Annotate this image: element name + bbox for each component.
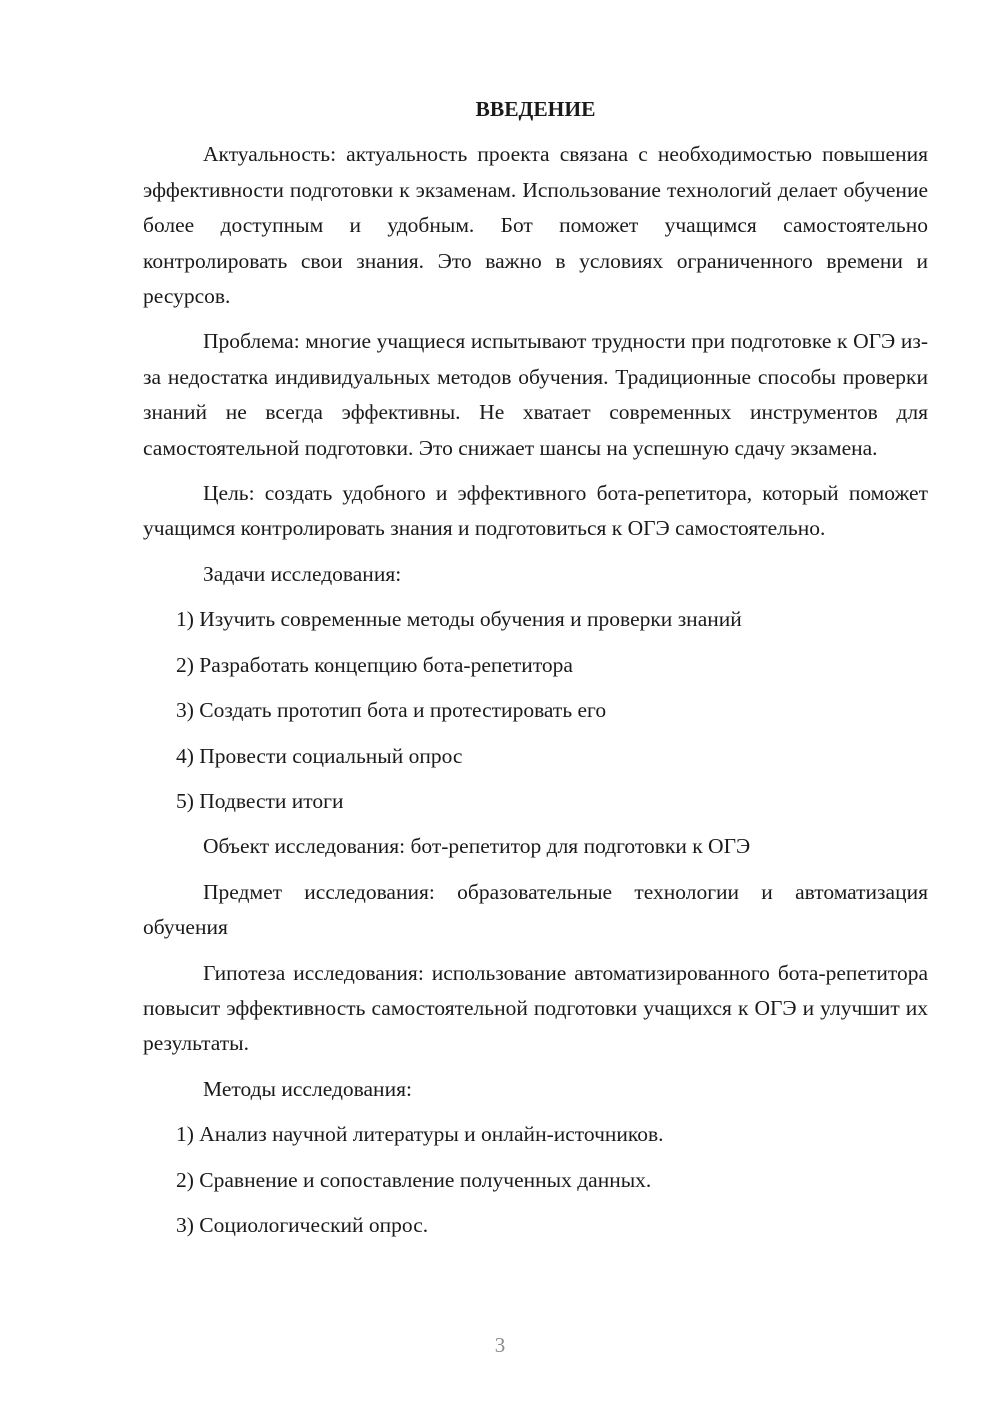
list-item: 1) Анализ научной литературы и онлайн-источников. <box>176 1122 664 1147</box>
list-item: 3) Создать прототип бота и протестировать его <box>176 698 607 723</box>
relevance-paragraph: Актуальность: актуальность проекта связана с необходимостью повышения эффективности подготовки к экзаменам. Использование технологий делает обучение более доступным и удобным. Бот поможет учащимся самостоятельно контролировать свои знания. Это важно в условиях ограниченного времени и ресурсов. <box>143 142 928 309</box>
document-page <box>143 92 928 1253</box>
list-item: 3) Социологический опрос. <box>176 1212 429 1237</box>
list-item: 4) Провести социальный опрос <box>176 743 463 768</box>
section-title: ВВЕДЕНИЕ <box>475 97 596 121</box>
tasks-list <box>143 602 928 819</box>
list-item: 2) Разработать концепцию бота-репетитора <box>176 652 573 677</box>
list-item: 1) Изучить современные методы обучения и проверки знаний <box>176 607 742 632</box>
subject-paragraph: Предмет исследования: образовательные технологии и автоматизация обучения <box>143 879 928 940</box>
tasks-label: Задачи исследования: <box>203 561 402 586</box>
list-item: 5) Подвести итоги <box>176 788 344 813</box>
hypothesis-paragraph: Гипотеза исследования: использование автоматизированного бота-репетитора повысит эффективность самостоятельной подготовки учащихся к ОГЭ и улучшит их результаты. <box>143 960 928 1056</box>
methods-label: Методы исследования: <box>203 1076 412 1101</box>
page-number: 3 <box>494 1333 506 1357</box>
object-line: Объект исследования: бот-репетитор для подготовки к ОГЭ <box>203 834 751 859</box>
list-item: 2) Сравнение и сопоставление полученных данных. <box>176 1167 652 1192</box>
goal-paragraph: Цель: создать удобного и эффективного бота-репетитора, который поможет учащимся контролировать знания и подготовиться к ОГЭ самостоятельно. <box>143 481 928 541</box>
methods-list <box>143 1117 928 1243</box>
problem-paragraph: Проблема: многие учащиеся испытывают трудности при подготовке к ОГЭ из-за недостатка индивидуальных методов обучения. Традиционные способы проверки знаний не всегда эффективны. Не хватает современных инструментов для самостоятельной подготовки. Это снижает шансы на успешную сдачу экзамена. <box>143 329 928 460</box>
